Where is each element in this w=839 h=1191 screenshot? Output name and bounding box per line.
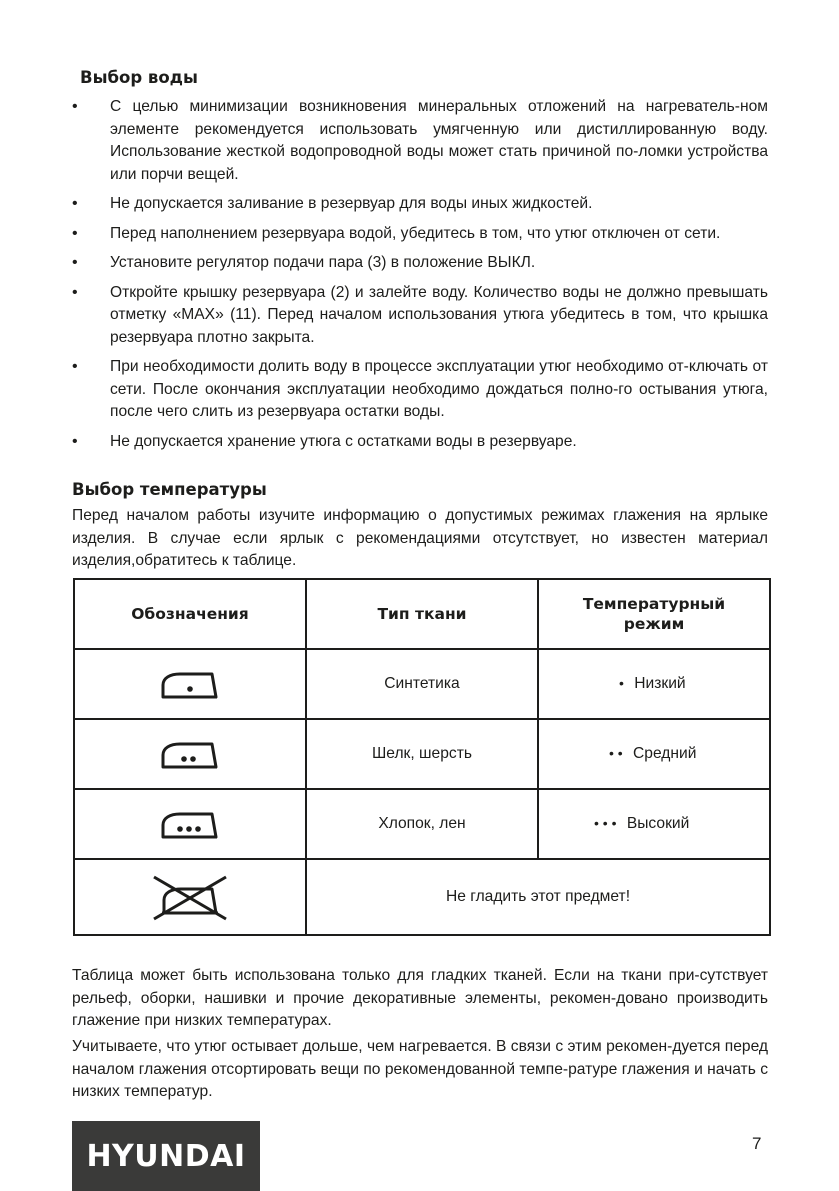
table-row	[74, 789, 770, 859]
list-item: • Не допускается хранение утюга с остатками воды в резервуаре.	[72, 431, 768, 454]
table-header-row	[74, 579, 770, 649]
list-item: • С целью минимизации возникновения минеральных отложений на нагреватель-ном элементе рекомендуется использовать умягченную или дистиллированную воду. Использование жесткой водопроводной воды может стать причиной по-ломки устройства или порчи вещей.	[72, 96, 768, 186]
table-row	[74, 719, 770, 789]
footer-paragraph: Учитываете, что утюг остывает дольше, чем нагревается. В связи с этим рекомен-дуется перед началом глажения отсортировать вещи по рекомендованной темпе-ратуре глажения и начать с низких температур.	[72, 1038, 768, 1100]
header-symbols: Обозначения	[74, 579, 306, 649]
iron-one-dot-icon	[74, 649, 306, 719]
section-title-temperature: Выбор температуры	[72, 480, 267, 499]
water-bullet-list	[72, 96, 768, 460]
temperature-cell: • Низкий	[538, 649, 770, 719]
page-number: 7	[752, 1134, 762, 1153]
ironing-table	[73, 578, 771, 936]
section-title-water: Выбор воды	[80, 68, 198, 87]
list-item: • При необходимости долить воду в процессе эксплуатации утюг необходимо от-ключать от сети. После окончания эксплуатации необходимо дождаться полно-го остывания утюга, после чего слить из резервуара остатки воды.	[72, 356, 768, 424]
temperature-intro: Перед началом работы изучите информацию о допустимых режимах глажения на ярлыке изделия. В случае если ярлык с рекомендациями отсутствует, но известен материал изделия,обратитесь к таблице.	[72, 507, 768, 569]
fabric-cell: Хлопок, лен	[306, 789, 538, 859]
iron-two-dots-icon	[74, 719, 306, 789]
fabric-cell: Шелк, шерсть	[306, 719, 538, 789]
do-not-iron-icon	[74, 859, 306, 935]
hyundai-logo: HYUNDAI	[72, 1121, 260, 1191]
list-item: • Перед наполнением резервуара водой, убедитесь в том, что утюг отключен от сети.	[72, 223, 768, 246]
list-item: • Откройте крышку резервуара (2) и залейте воду. Количество воды не должно превышать отметку «MAX» (11). Перед началом использования утюга убедитесь в том, что крышка резервуара плотно закрыта.	[72, 282, 768, 350]
header-fabric: Тип ткани	[306, 579, 538, 649]
table-row	[74, 859, 770, 935]
temperature-cell: • • Средний	[538, 719, 770, 789]
temperature-cell: • • • Высокий	[538, 789, 770, 859]
header-temperature: Температурный режим	[538, 579, 770, 649]
list-item: • Установите регулятор подачи пара (3) в положение ВЫКЛ.	[72, 252, 768, 275]
table-row	[74, 649, 770, 719]
list-item: • Не допускается заливание в резервуар для воды иных жидкостей.	[72, 193, 768, 216]
footer-paragraph: Таблица может быть использована только для гладких тканей. Если на ткани при-сутствует рельеф, оборки, нашивки и прочие декоративные элементы, рекомен-довано производить глажение при низких температурах.	[72, 967, 768, 1029]
iron-three-dots-icon	[74, 789, 306, 859]
no-iron-cell: Не гладить этот предмет!	[306, 859, 770, 935]
fabric-cell: Синтетика	[306, 649, 538, 719]
